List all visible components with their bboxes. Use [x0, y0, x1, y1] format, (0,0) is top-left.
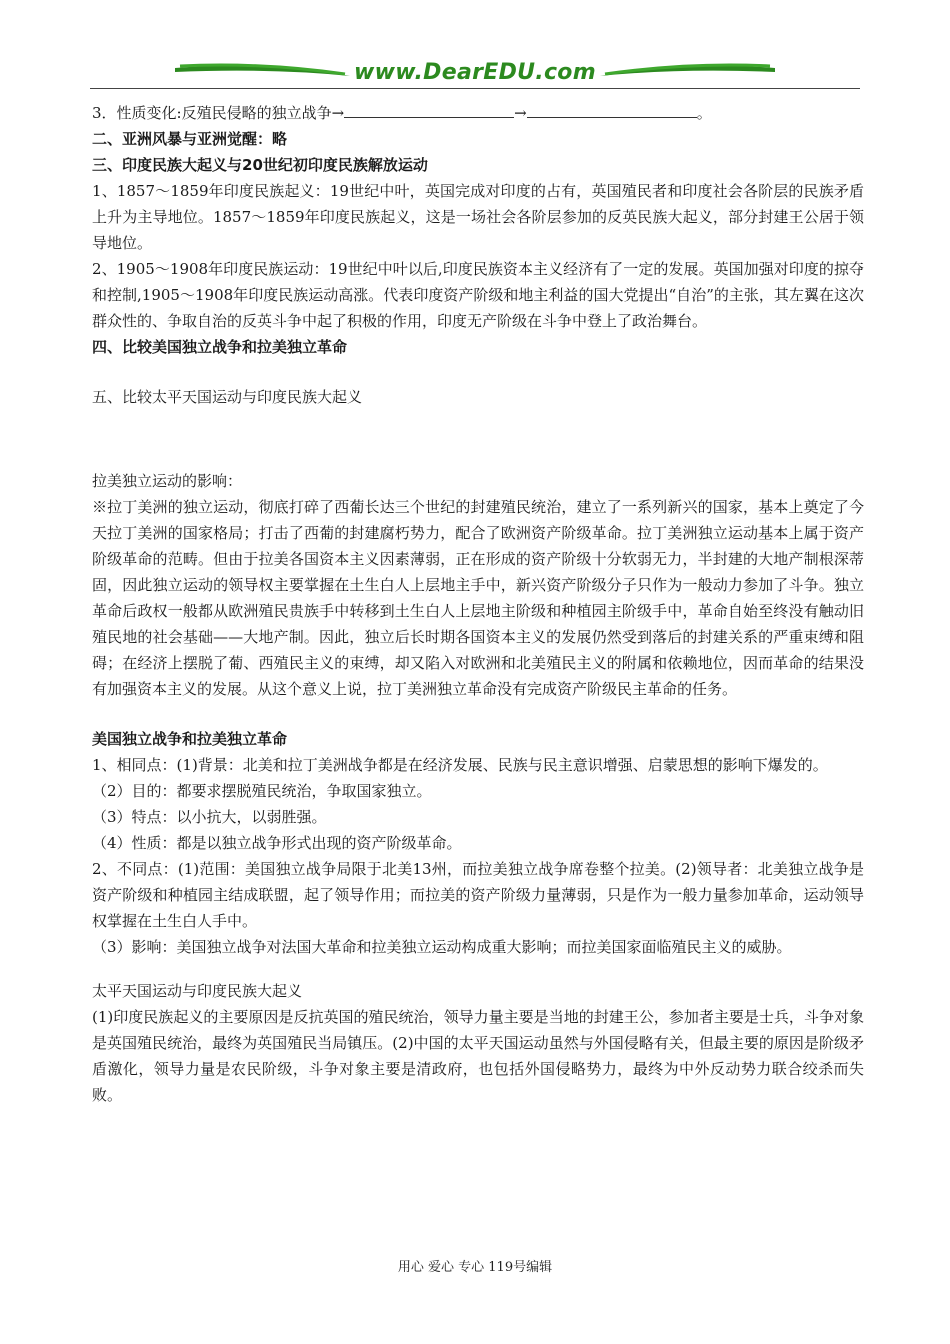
nature-change-text: 3．性质变化:反殖民侵略的独立战争→	[92, 104, 345, 122]
taiping-india-title: 太平天国运动与印度民族大起义	[92, 982, 303, 1000]
period-text: 。	[696, 104, 712, 122]
us-latin-comparison-title: 美国独立战争和拉美独立革命	[92, 730, 288, 748]
fill-blank-1	[344, 103, 514, 118]
spacer	[92, 410, 864, 468]
section-heading-5: 五、比较太平天国运动与印度民族大起义	[92, 388, 363, 406]
taiping-india-body: (1)印度民族起义的主要原因是反抗英国的殖民统治，领导力量主要是当地的封建王公，参加者主要是士兵，斗争对象是英国殖民统治，最终为英国殖民当局镇压。(2)中国的太平天国运动虽然与外国侵略有关，但最主要的原因是阶级矛盾激化，领导力量是农民阶级，斗争对象主要是清政府，也包括外国侵略势力，最终为中外反动势力联合绞杀而失败。	[92, 1008, 864, 1104]
document-body	[92, 100, 864, 1108]
fill-blank-2	[527, 103, 697, 118]
page-footer: 用心 爱心 专心 119号编辑	[397, 1260, 553, 1275]
spacer	[92, 960, 864, 978]
similarity-nature: （4）性质：都是以独立战争形式出现的资产阶级革命。	[92, 834, 462, 852]
difference-impact: （3）影响：美国独立战争对法国大革命和拉美独立运动构成重大影响；而拉美国家面临殖民主义的威胁。	[92, 938, 792, 956]
spacer	[92, 702, 864, 726]
similarity-feature: （3）特点：以小抗大，以弱胜强。	[92, 808, 327, 826]
arrow-text: →	[514, 104, 527, 122]
difference-scope-leader: 2、不同点：(1)范围：美国独立战争局限于北美13州，而拉美独立战争席卷整个拉美。(2)领导者：北美独立战争是资产阶级和种植园主结成联盟，起了领导作用；而拉美的资产阶级力量薄弱，只是作为一般力量参加革命，运动领导权掌握在土生白人手中。	[92, 860, 864, 930]
latin-impact-title: 拉美独立运动的影响：	[92, 472, 243, 490]
nature-change-line	[92, 100, 864, 126]
site-logo-text[interactable]: www.DearEDU.com	[354, 60, 596, 85]
spacer	[92, 360, 864, 384]
similarity-goal: （2）目的：都要求摆脱殖民统治，争取国家独立。	[92, 782, 432, 800]
section-heading-2: 二、亚洲风暴与亚洲觉醒：略	[92, 130, 288, 148]
latin-impact-body: ※拉丁美洲的独立运动，彻底打碎了西葡长达三个世纪的封建殖民统治，建立了一系列新兴的国家，基本上奠定了今天拉丁美洲的国家格局；打击了西葡的封建腐朽势力，配合了欧洲资产阶级革命。拉丁美洲独立运动基本上属于资产阶级革命的范畴。但由于拉美各国资本主义因素薄弱，正在形成的资产阶级十分软弱无力，半封建的大地产制根深蒂固，因此独立运动的领导权主要掌握在土生白人上层地主手中，新兴资产阶级分子只作为一般动力参加了斗争。独立革命后政权一般都从欧洲殖民贵族手中转移到土生白人上层地主阶级和种植园主阶级手中，革命自始至终没有触动旧殖民地的社会基础——大地产制。因此，独立后长时期各国资本主义的发展仍然受到落后的封建关系的严重束缚和阻碍；在经济上摆脱了葡、西殖民主义的束缚，却又陷入对欧洲和北美殖民主义的附属和依赖地位，因而革命的结果没有加强资本主义的发展。从这个意义上说，拉丁美洲独立革命没有完成资产阶级民主革命的任务。	[92, 498, 864, 698]
section-heading-4: 四、比较美国独立战争和拉美独立革命	[92, 338, 348, 356]
header-divider	[90, 88, 860, 89]
site-header	[90, 58, 860, 92]
section-heading-3: 三、印度民族大起义与20世纪初印度民族解放运动	[92, 156, 428, 174]
india-uprising-paragraph: 1、1857～1859年印度民族起义：19世纪中叶，英国完成对印度的占有，英国殖民者和印度社会各阶层的民族矛盾上升为主导地位。1857～1859年印度民族起义，这是一场社会各阶层参加的反英民族大起义，部分封建王公居于领导地位。	[92, 182, 864, 252]
similarity-background: 1、相同点：(1)背景：北美和拉丁美洲战争都是在经济发展、民族与民主意识增强、启蒙思想的影响下爆发的。	[92, 756, 828, 774]
india-movement-paragraph: 2、1905～1908年印度民族运动：19世纪中叶以后,印度民族资本主义经济有了一定的发展。英国加强对印度的掠夺和控制,1905～1908年印度民族运动高涨。代表印度资产阶级和地主利益的国大党提出“自治”的主张，其左翼在这次群众性的、争取自治的反英斗争中起了积极的作用，印度无产阶级在斗争中登上了政治舞台。	[92, 260, 864, 330]
